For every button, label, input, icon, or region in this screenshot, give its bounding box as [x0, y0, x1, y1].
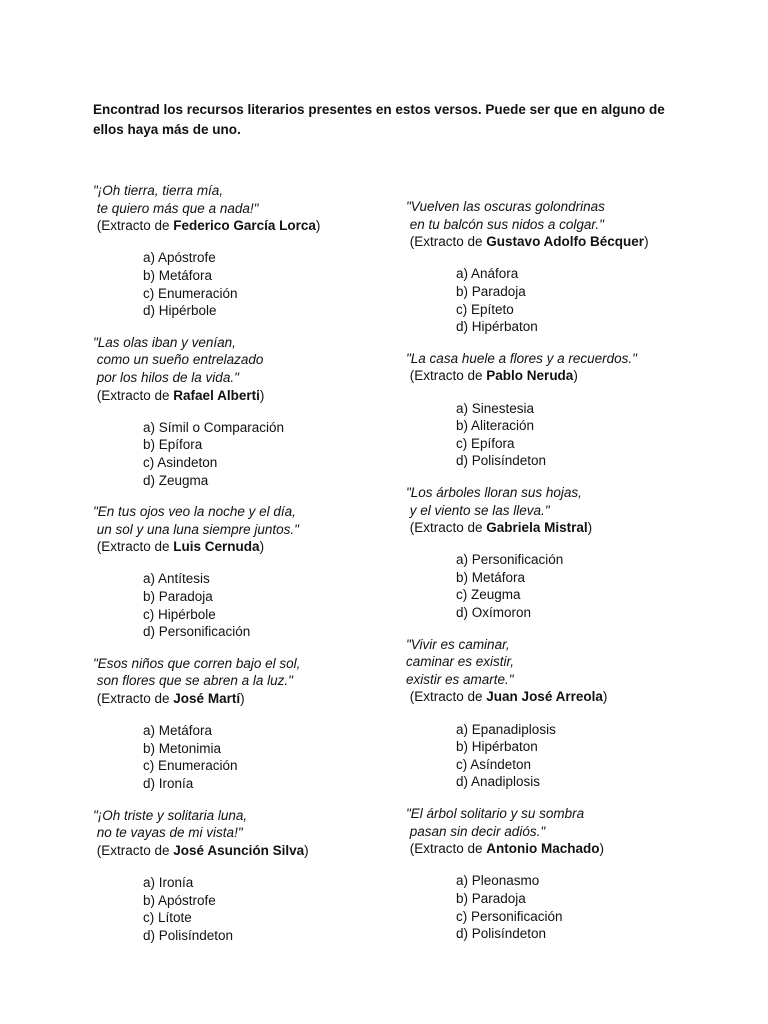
- verse-line: en tu balcón sus nidos a colgar.": [406, 216, 604, 232]
- right-column: [406, 198, 706, 943]
- option-a: a) Sinestesia: [456, 400, 535, 416]
- attribution-suffix: ): [599, 841, 605, 857]
- verse-line: te quiero más que a nada!": [93, 200, 259, 216]
- options-list: [456, 551, 706, 621]
- author-name: José Asunción Silva: [173, 842, 305, 858]
- option-d: d) Personificación: [143, 624, 251, 640]
- author-name: Federico García Lorca: [173, 218, 316, 234]
- attribution-prefix: (Extracto de: [93, 218, 174, 234]
- attribution-prefix: (Extracto de: [406, 520, 487, 536]
- option-a: a) Apóstrofe: [143, 250, 216, 266]
- option-c: c) Hipérbole: [143, 606, 216, 622]
- option-d: d) Polisíndeton: [456, 453, 547, 469]
- exercise-9: [406, 636, 706, 791]
- option-a: a) Epanadiplosis: [456, 721, 556, 737]
- option-d: d) Hipérbole: [143, 303, 217, 319]
- options-list: [143, 419, 393, 489]
- attribution-suffix: ): [573, 368, 578, 384]
- attribution: [406, 840, 706, 858]
- option-d: d) Oxímoron: [456, 605, 532, 621]
- attribution-suffix: ): [644, 234, 649, 250]
- verse-line: "Las olas iban y venían,: [93, 334, 236, 350]
- attribution-prefix: (Extracto de: [93, 539, 174, 555]
- verse-line: "El árbol solitario y su sombra: [406, 806, 585, 821]
- option-a: a) Antítesis: [143, 571, 210, 587]
- attribution: [406, 688, 706, 706]
- author-name: Luis Cernuda: [173, 539, 260, 555]
- attribution: [93, 690, 393, 708]
- option-c: c) Enumeración: [143, 285, 238, 301]
- attribution: [406, 233, 706, 251]
- options-list: [456, 872, 706, 942]
- verse-line: pasan sin decir adiós.": [406, 823, 546, 839]
- exercise-7: [406, 350, 706, 470]
- exercise-10: [406, 805, 706, 943]
- attribution-suffix: ): [315, 218, 321, 234]
- attribution-suffix: ): [304, 842, 309, 858]
- option-d: d) Polisíndeton: [143, 927, 234, 943]
- exercise-2: [93, 334, 393, 489]
- verse-line: como un sueño entrelazado: [93, 352, 264, 368]
- option-d: d) Anadiplosis: [456, 774, 541, 790]
- attribution-prefix: (Extracto de: [406, 368, 487, 384]
- option-c: c) Epíteto: [456, 301, 514, 317]
- verse-line: existir es amarte.": [406, 671, 514, 687]
- verse-line: por los hilos de la vida.": [93, 369, 239, 385]
- left-column: [93, 182, 393, 944]
- option-c: c) Asíndeton: [456, 756, 532, 772]
- attribution: [93, 842, 393, 860]
- option-d: d) Ironía: [143, 776, 194, 791]
- verse-line: "Los árboles lloran sus hojas,: [406, 484, 582, 500]
- verse-line: caminar es existir,: [406, 654, 515, 670]
- attribution-suffix: ): [240, 691, 245, 707]
- option-c: c) Zeugma: [456, 587, 521, 603]
- option-b: b) Metonimia: [143, 740, 222, 756]
- option-a: a) Símil o Comparación: [143, 419, 285, 435]
- verse-line: "Vuelven las oscuras golondrinas: [406, 199, 605, 214]
- option-b: b) Hipérbaton: [456, 739, 538, 755]
- option-c: c) Lítote: [143, 910, 192, 926]
- exercise-5: [93, 807, 393, 945]
- option-b: b) Paradoja: [143, 589, 213, 605]
- exercise-6: [406, 198, 706, 336]
- attribution-suffix: ): [587, 520, 593, 536]
- exercise-3: [93, 503, 393, 641]
- attribution-suffix: ): [259, 539, 265, 555]
- author-name: Antonio Machado: [486, 841, 600, 857]
- option-b: b) Paradoja: [456, 283, 526, 299]
- option-c: c) Asindeton: [143, 454, 218, 470]
- verse-line: "La casa huele a flores y a recuerdos.": [406, 350, 637, 366]
- author-name: Pablo Neruda: [486, 368, 574, 384]
- author-name: Rafael Alberti: [173, 387, 260, 403]
- option-c: c) Personificación: [456, 908, 563, 924]
- verse-line: "¡Oh tierra, tierra mía,: [93, 183, 224, 198]
- option-d: d) Polisíndeton: [456, 926, 547, 942]
- option-b: b) Metáfora: [143, 267, 213, 283]
- attribution: [93, 217, 393, 235]
- attribution: [406, 367, 706, 385]
- option-a: a) Anáfora: [456, 266, 519, 282]
- verse-line: "¡Oh triste y solitaria luna,: [93, 807, 248, 823]
- options-list: [456, 400, 706, 470]
- option-a: a) Pleonasmo: [456, 873, 540, 889]
- verse-line: "Vivir es caminar,: [406, 636, 510, 652]
- exercise-8: [406, 484, 706, 622]
- attribution-prefix: (Extracto de: [406, 234, 487, 250]
- verse-line: "Esos niños que corren bajo el sol,: [93, 655, 301, 671]
- author-name: Gustavo Adolfo Bécquer: [486, 234, 645, 250]
- author-name: José Martí: [173, 691, 241, 707]
- option-a: a) Metáfora: [143, 723, 213, 739]
- attribution: [406, 519, 706, 537]
- options-list: [456, 265, 706, 335]
- option-b: b) Aliteración: [456, 418, 535, 434]
- option-b: b) Paradoja: [456, 890, 526, 906]
- exercise-4: [93, 655, 393, 793]
- author-name: Gabriela Mistral: [486, 520, 588, 536]
- option-b: b) Metáfora: [456, 569, 526, 585]
- instructions: Encontrad los recursos literarios presentes en estos versos. Puede ser que en alguno de ellos haya más de uno.: [93, 102, 665, 137]
- attribution-suffix: ): [602, 689, 608, 705]
- option-c: c) Enumeración: [143, 758, 238, 774]
- option-a: a) Personificación: [456, 552, 564, 568]
- verse-line: no te vayas de mi vista!": [93, 825, 243, 841]
- attribution: [93, 538, 393, 556]
- attribution-suffix: ): [259, 387, 265, 403]
- options-list: [143, 874, 393, 944]
- options-list: [456, 721, 706, 791]
- exercise-1: [93, 182, 393, 320]
- option-c: c) Epífora: [456, 435, 515, 451]
- option-a: a) Ironía: [143, 874, 194, 890]
- attribution-prefix: (Extracto de: [93, 691, 174, 707]
- options-list: [143, 722, 393, 792]
- option-d: d) Zeugma: [143, 472, 209, 488]
- option-d: d) Hipérbaton: [456, 319, 538, 335]
- attribution-prefix: (Extracto de: [93, 842, 174, 858]
- attribution-prefix: (Extracto de: [406, 689, 487, 705]
- verse-line: son flores que se abren a la luz.": [93, 673, 293, 689]
- verse-line: y el viento se las lleva.": [406, 502, 550, 518]
- attribution: [93, 387, 393, 405]
- option-b: b) Apóstrofe: [143, 892, 216, 908]
- options-list: [143, 570, 393, 640]
- author-name: Juan José Arreola: [486, 689, 603, 705]
- options-list: [143, 249, 393, 319]
- verse-line: un sol y una luna siempre juntos.": [93, 521, 299, 537]
- attribution-prefix: (Extracto de: [93, 387, 174, 403]
- option-b: b) Epífora: [143, 437, 203, 453]
- verse-line: "En tus ojos veo la noche y el día,: [93, 504, 296, 520]
- attribution-prefix: (Extracto de: [406, 841, 487, 857]
